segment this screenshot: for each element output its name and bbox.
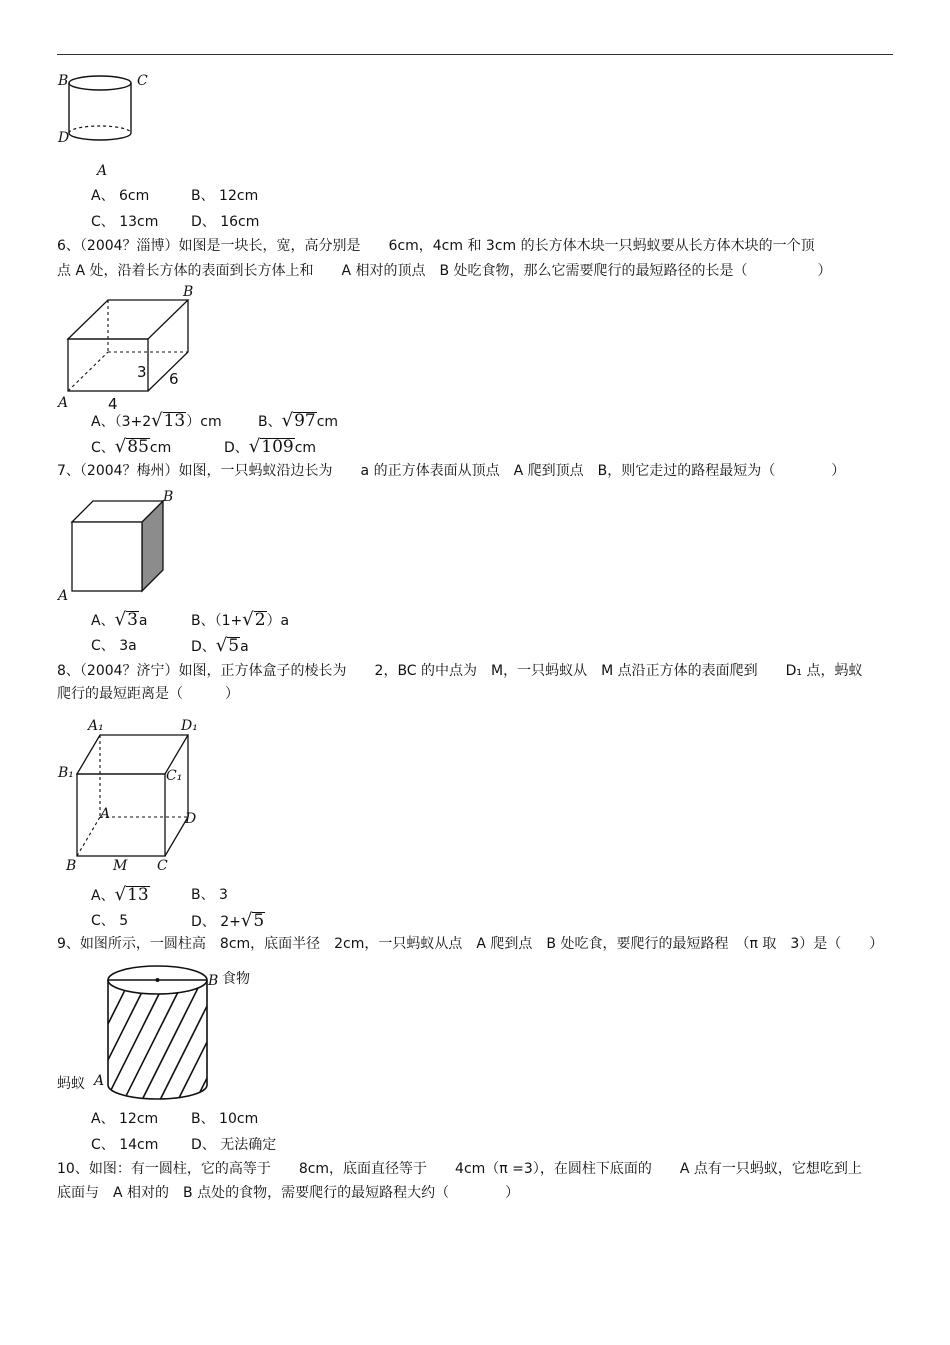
q5-option-a: A、 6cm bbox=[91, 188, 150, 204]
sqrt-expression: √ 13 bbox=[114, 884, 149, 905]
q8-option-c: C、 5 bbox=[91, 913, 129, 929]
label-b: B bbox=[183, 284, 194, 300]
q9-stem-line1: 9、如图所示，一圆柱高 8cm，底面半径 2cm，一只蚂蚁从点 A 爬到点 B 处吃食，要爬行的最短路程 （π 取 3）是（ ） bbox=[57, 936, 884, 952]
q7-option-d bbox=[191, 637, 249, 656]
radicand: 5 bbox=[228, 636, 240, 656]
label-height: 3 bbox=[137, 363, 147, 381]
sqrt-expression: √ 109 bbox=[248, 436, 294, 457]
label-c: C bbox=[157, 858, 168, 874]
q8-option-a bbox=[91, 886, 150, 905]
sqrt-expression: √ 3 bbox=[114, 609, 138, 630]
sqrt-expression: √ 5 bbox=[215, 635, 240, 656]
option-suffix: cm bbox=[149, 440, 172, 456]
sqrt-expression: √ 2 bbox=[242, 609, 266, 630]
sqrt-expression: √ 97 bbox=[281, 410, 316, 431]
q8-stem-line2: 爬行的最短距离是（ ） bbox=[57, 686, 239, 702]
option-prefix: C、 bbox=[91, 440, 115, 456]
label-d: D bbox=[185, 811, 197, 827]
label-a: A bbox=[100, 806, 111, 822]
label-m: M bbox=[113, 858, 128, 874]
q7-option-a bbox=[91, 611, 147, 630]
option-suffix: ）cm bbox=[186, 414, 222, 430]
radicand: 109 bbox=[261, 437, 294, 457]
radicand: 85 bbox=[127, 437, 149, 457]
q6-option-a bbox=[91, 412, 222, 431]
label-a: A bbox=[58, 395, 69, 411]
q8-option-d bbox=[191, 912, 265, 931]
option-prefix: B、 bbox=[258, 414, 282, 430]
option-prefix: D、 bbox=[191, 639, 216, 655]
sqrt-expression: √ 5 bbox=[240, 910, 265, 931]
q9-option-b: B、 10cm bbox=[191, 1111, 259, 1127]
label-d: D bbox=[58, 130, 70, 146]
q10-stem-line2: 底面与 A 相对的 B 点处的食物，需要爬行的最短路程大约（ ） bbox=[57, 1185, 520, 1201]
q6-stem-line1: 6、（2004？淄博）如图是一块长，宽，高分别是 6cm，4cm 和 3cm 的长方体木块一只蚂蚁要从长方体木块的一个顶 bbox=[57, 238, 815, 254]
q7-option-b bbox=[191, 611, 289, 630]
label-a: A bbox=[97, 163, 108, 179]
label-length: 4 bbox=[108, 395, 118, 413]
hatched-cylinder-figure-q9 bbox=[100, 960, 215, 1105]
option-prefix: B、（1+ bbox=[191, 613, 243, 629]
label-food: 食物 bbox=[222, 971, 250, 987]
cuboid-figure-q6 bbox=[60, 296, 200, 401]
option-suffix: a bbox=[240, 639, 249, 655]
label-a1: A₁ bbox=[88, 718, 104, 734]
label-b: B bbox=[66, 858, 77, 874]
option-prefix: D、 2+ bbox=[191, 914, 241, 930]
label-b: B bbox=[58, 73, 69, 89]
q7-stem-line1: 7、（2004？梅州）如图，一只蚂蚁沿边长为 a 的正方体表面从顶点 A 爬到顶点 B，则它走过的路程最短为（ ） bbox=[57, 463, 846, 479]
q9-option-a: A、 12cm bbox=[91, 1111, 159, 1127]
label-ant: 蚂蚁 bbox=[57, 1076, 85, 1092]
q5-option-b: B、 12cm bbox=[191, 188, 259, 204]
sqrt-expression: √ 13 bbox=[151, 410, 186, 431]
q8-stem-line1: 8、（2004？济宁）如图，正方体盒子的棱长为 2，BC 的中点为 M，一只蚂蚁从 M 点沿正方体的表面爬到 D₁ 点，蚂蚁 bbox=[57, 663, 863, 679]
sqrt-expression: √ 85 bbox=[114, 436, 149, 457]
label-c1: C₁ bbox=[166, 768, 183, 784]
q5-option-d: D、 16cm bbox=[191, 214, 260, 230]
label-a: A bbox=[94, 1073, 105, 1089]
label-c: C bbox=[137, 73, 148, 89]
q9-option-c: C、 14cm bbox=[91, 1137, 159, 1153]
cube-figure-q8 bbox=[60, 725, 200, 865]
radicand: 97 bbox=[294, 411, 316, 431]
radicand: 2 bbox=[254, 610, 266, 630]
header-rule bbox=[57, 54, 893, 55]
q6-option-c bbox=[91, 438, 171, 457]
option-suffix: a bbox=[138, 613, 148, 629]
q8-option-b: B、 3 bbox=[191, 887, 228, 903]
label-width: 6 bbox=[169, 370, 179, 388]
q6-option-d bbox=[224, 438, 316, 457]
label-d1: D₁ bbox=[181, 718, 198, 734]
option-suffix: cm bbox=[294, 440, 317, 456]
option-suffix: ）a bbox=[266, 613, 290, 629]
q6-stem-line2: 点 A 处，沿着长方体的表面到长方体上和 A 相对的顶点 B 处吃食物，那么它需要爬行的最短路径的长是（ ） bbox=[57, 263, 832, 279]
option-suffix: cm bbox=[316, 414, 339, 430]
radicand: 5 bbox=[253, 911, 265, 931]
q6-option-b bbox=[258, 412, 338, 431]
label-b1: B₁ bbox=[58, 765, 74, 781]
q5-option-c: C、 13cm bbox=[91, 214, 159, 230]
option-prefix: A、 bbox=[91, 888, 115, 904]
radicand: 13 bbox=[163, 411, 186, 431]
label-a: A bbox=[58, 588, 69, 604]
option-prefix: A、（3+2 bbox=[91, 414, 152, 430]
label-b: B bbox=[208, 973, 219, 989]
q10-stem-line1: 10、如图：有一圆柱，它的高等于 8cm，底面直径等于 4cm（π =3），在圆柱下底面的 A 点有一只蚂蚁，它想吃到上 bbox=[57, 1161, 862, 1177]
radicand: 3 bbox=[127, 610, 138, 630]
cube-figure-q7 bbox=[60, 497, 170, 597]
q9-option-d: D、 无法确定 bbox=[191, 1137, 277, 1153]
q7-option-c: C、 3a bbox=[91, 638, 137, 654]
radicand: 13 bbox=[127, 885, 149, 905]
option-prefix: A、 bbox=[91, 613, 115, 629]
label-b: B bbox=[163, 489, 174, 505]
option-prefix: D、 bbox=[224, 440, 249, 456]
